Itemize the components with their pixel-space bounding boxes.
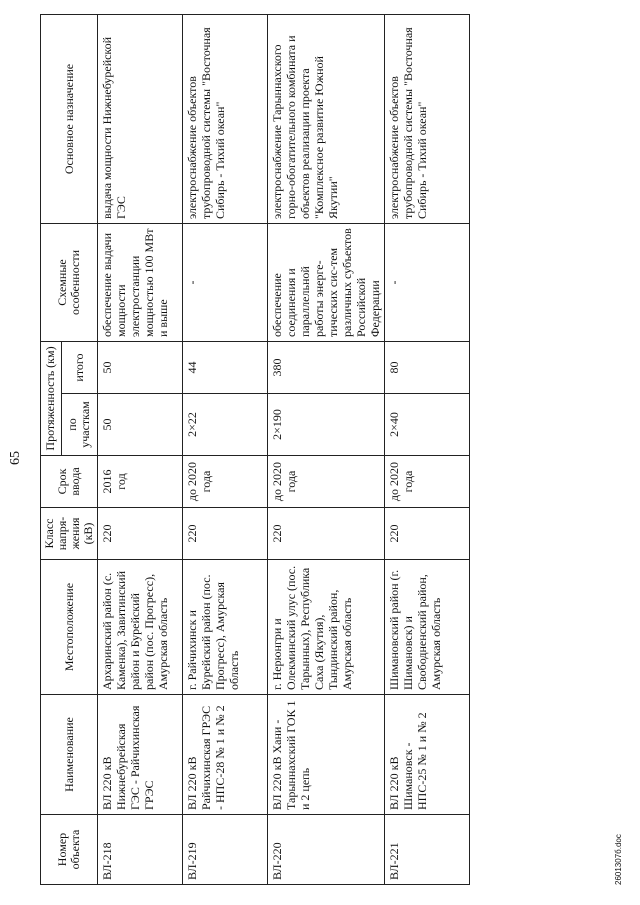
header-number: Номер объекта xyxy=(41,815,98,885)
object-period: до 2020 года xyxy=(385,456,470,508)
object-location: г. Нерюнгри и Олекминский улус (пос. Тарынных), Республика Саха (Якутия), Тындинский район, Амурская область xyxy=(268,560,385,695)
object-name: ВЛ 220 кВ Шимановск - НПС-25 № 1 и № 2 xyxy=(385,695,470,815)
object-purpose: электроснабжение объектов трубопроводной системы "Восточная Сибирь - Тихий океан" xyxy=(183,15,268,224)
object-number: ВЛ-221 xyxy=(385,815,470,885)
header-name: Наименование xyxy=(41,695,98,815)
object-voltage: 220 xyxy=(98,508,183,560)
object-number: ВЛ-220 xyxy=(268,815,385,885)
header-scheme: Схемные особенности xyxy=(41,224,98,342)
header-location: Местоположение xyxy=(41,560,98,695)
object-name: ВЛ 220 кВ Хани - Тарыннахский ГОК 1 и 2 цепь xyxy=(268,695,385,815)
object-length-total: 50 xyxy=(98,342,183,394)
table-row xyxy=(183,15,268,885)
object-number: ВЛ-219 xyxy=(183,815,268,885)
header-length-sections: по участкам xyxy=(61,394,97,456)
object-period: до 2020 года xyxy=(268,456,385,508)
header-length-total: итого xyxy=(61,342,97,394)
object-scheme: обеспечение соединения и параллельной работы энерге-тических сис-тем различных субъектов Российской Федерации xyxy=(268,224,385,342)
object-location: Архаринский район (с. Каменка), Завитинский район и Бурейский район (пос. Прогресс), Амурская область xyxy=(98,560,183,695)
object-name: ВЛ 220 кВ Райчихинская ГРЭС - НПС-28 № 1 и № 2 xyxy=(183,695,268,815)
object-location: Шимановский район (г. Шимановск) и Свободненский район, Амурская область xyxy=(385,560,470,695)
object-length-total: 44 xyxy=(183,342,268,394)
object-location: г. Райчихинск и Бурейский район (пос. Прогресс), Амурская область xyxy=(183,560,268,695)
page-number: 65 xyxy=(8,451,23,465)
file-footer: 2601307б.doc xyxy=(614,834,623,885)
header-purpose: Основное назначение xyxy=(41,15,98,224)
objects-table xyxy=(40,14,470,885)
object-length-sections: 2×40 xyxy=(385,394,470,456)
object-purpose: электроснабжение Тарыннахского горно-обогатительного комбината и объектов реализации проекта "Комплексное развитие Южной Якутии" xyxy=(268,15,385,224)
object-voltage: 220 xyxy=(268,508,385,560)
object-scheme: - xyxy=(385,224,470,342)
object-number: ВЛ-218 xyxy=(98,815,183,885)
header-period: Срок ввода xyxy=(41,456,98,508)
object-purpose: выдача мощности Нижнебурейской ГЭС xyxy=(98,15,183,224)
object-voltage: 220 xyxy=(183,508,268,560)
object-length-sections: 50 xyxy=(98,394,183,456)
object-period: 2016 год xyxy=(98,456,183,508)
object-period: до 2020 года xyxy=(183,456,268,508)
object-length-total: 380 xyxy=(268,342,385,394)
object-scheme: - xyxy=(183,224,268,342)
object-scheme: обеспечение выдачи мощности электростанции мощностью 100 МВт и выше xyxy=(98,224,183,342)
header-length-group: Протяженность (км) xyxy=(41,342,62,456)
table-row xyxy=(98,15,183,885)
object-name: ВЛ 220 кВ Нижнебурейская ГЭС - Райчихинская ГРЭС xyxy=(98,695,183,815)
object-voltage: 220 xyxy=(385,508,470,560)
table-row xyxy=(385,15,470,885)
object-length-sections: 2×22 xyxy=(183,394,268,456)
object-length-sections: 2×190 xyxy=(268,394,385,456)
object-length-total: 80 xyxy=(385,342,470,394)
object-purpose: электроснабжение объектов трубопроводной системы "Восточная Сибирь - Тихий океан" xyxy=(385,15,470,224)
table-row xyxy=(268,15,385,885)
header-voltage: Класс напря-жения (кВ) xyxy=(41,508,98,560)
